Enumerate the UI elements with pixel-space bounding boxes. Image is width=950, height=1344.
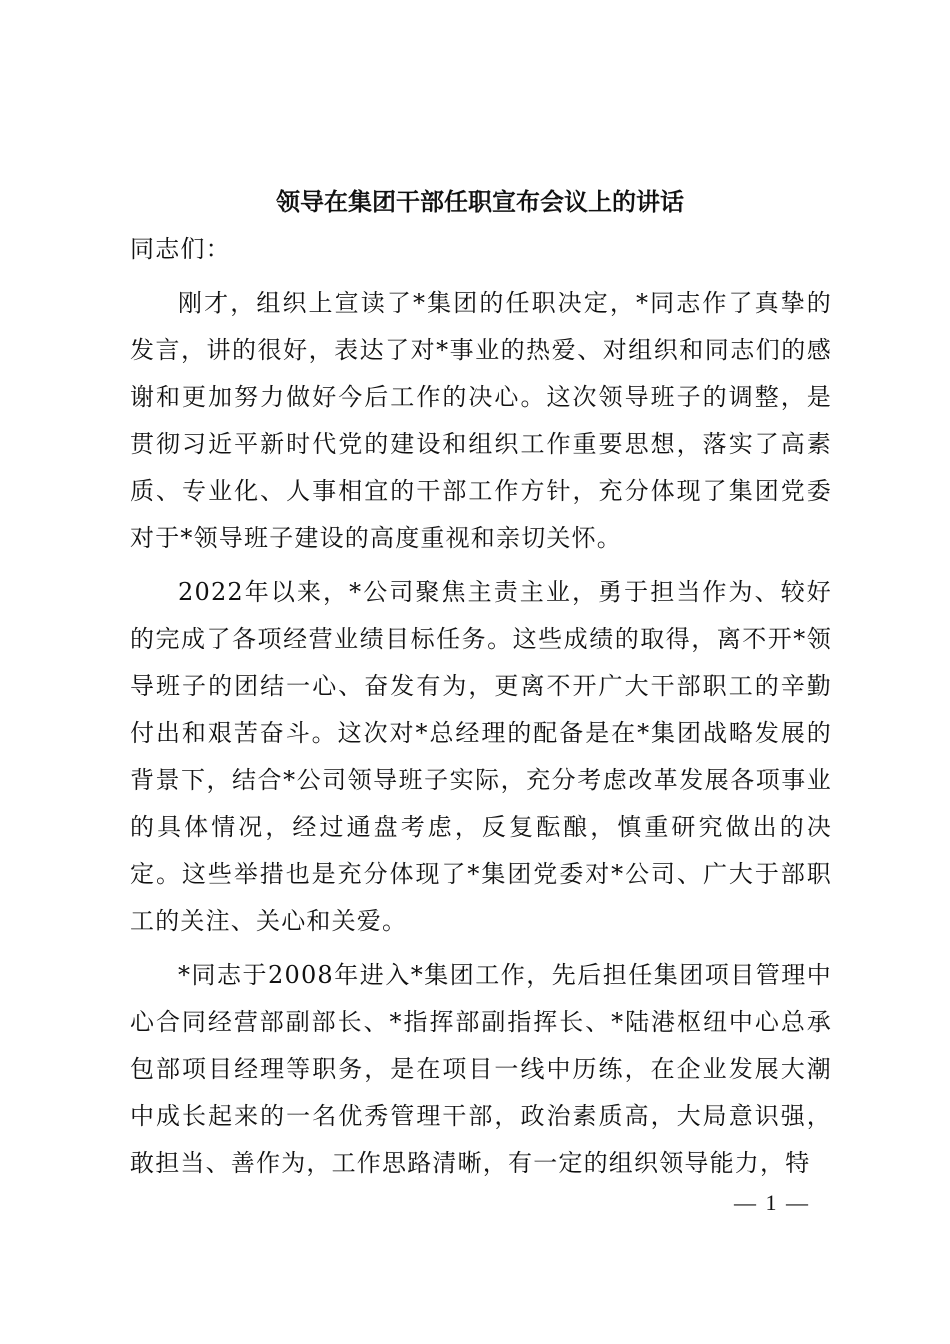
paragraph-2: 2022年以来，*公司聚焦主责主业，勇于担当作为、较好的完成了各项经营业绩目标任务。这些成绩的取得，离不开*领导班子的团结一心、奋发有为，更离不开广大干部职工的辛勤付出和艰苦奋斗。这次对*总经理的配备是在*集团战略发展的背景下，结合*公司领导班子实际，充分考虑改革发展各项事业的具体情况，经过通盘考虑，反复酝酿，慎重研究做出的决定。这些举措也是充分体现了*集团党委对*公司、广大于部职工的关注、关心和关爱。 (130, 578, 832, 935)
salutation: 同志们： (130, 235, 231, 263)
paragraph-1: 刚才，组织上宣读了*集团的任职决定，*同志作了真挚的发言，讲的很好，表达了对*事业的热爱、对组织和同志们的感谢和更加努力做好今后工作的决心。这次领导班子的调整，是贯彻习近平新时代党的建设和组织工作重要思想，落实了高素质、专业化、人事相宜的干部工作方针，充分体现了集团党委对于*领导班子建设的高度重视和亲切关怀。 (130, 289, 832, 552)
page-number: — 1 — (734, 1190, 810, 1215)
document-body (130, 226, 832, 1187)
document-title: 领导在集团干部任职宣布会议上的讲话 (276, 187, 684, 216)
paragraph-3: *同志于2008年进入*集团工作，先后担任集团项目管理中心合同经营部副部长、*指挥部副指挥长、*陆港枢纽中心总承包部项目经理等职务，是在项目一线中历练，在企业发展大潮中成长起来的一名优秀管理干部，政治素质高，大局意识强，敢担当、善作为，工作思路清晰，有一定的组织领导能力，特 (130, 961, 832, 1177)
